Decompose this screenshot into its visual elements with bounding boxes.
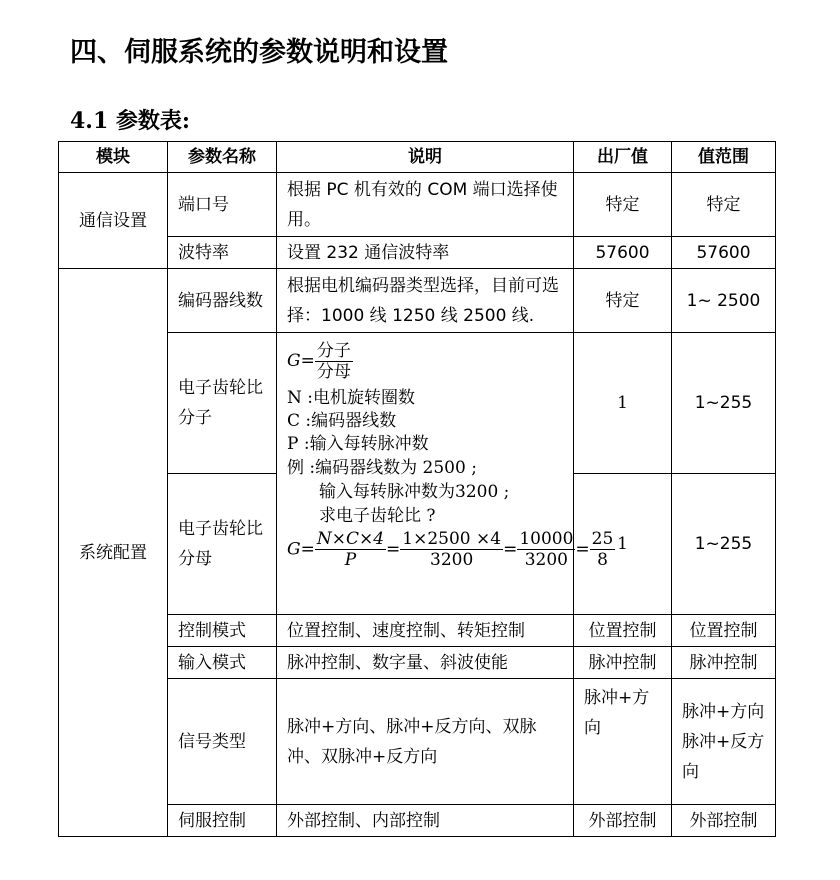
formula-example-2: 输入每转脉冲数为3200 ; (319, 482, 510, 502)
param-desc: 根据 PC 机有效的 COM 端口选择使用。 (277, 173, 574, 237)
param-name: 编码器线数 (168, 269, 277, 333)
param-range: 特定 (672, 173, 776, 237)
formula-example-1: 例 :编码器线数为 2500 ; (287, 458, 477, 478)
header-description: 说明 (277, 142, 574, 173)
g-numerator: 分子 (316, 341, 351, 361)
param-default: 57600 (574, 237, 672, 269)
param-name: 端口号 (168, 173, 277, 237)
header-module: 模块 (59, 142, 168, 173)
param-range: 1~255 (672, 333, 776, 474)
param-name: 波特率 (168, 237, 277, 269)
group-system: 系统配置 (59, 269, 168, 837)
formula-c-line: C :编码器线数 (287, 411, 397, 431)
formula-g-def: G= $\frac{\text{分子}}{\text{分母}}$ (287, 341, 351, 382)
formula-example-3: 求电子齿轮比 ? (319, 506, 436, 526)
table-row (59, 269, 776, 333)
group-comm: 通信设置 (59, 173, 168, 269)
param-desc: 设置 232 通信波特率 (277, 237, 574, 269)
param-range: 57600 (672, 237, 776, 269)
param-default: 外部控制 (574, 805, 672, 837)
param-range: 1~ 2500 (672, 269, 776, 333)
param-name: 信号类型 (168, 679, 277, 805)
param-desc: 位置控制、速度控制、转矩控制 (277, 615, 574, 647)
param-name: 伺服控制 (168, 805, 277, 837)
param-range: 脉冲+方向 脉冲+反方向 (672, 679, 776, 805)
table-header-row (59, 142, 776, 173)
param-desc: 外部控制、内部控制 (277, 805, 574, 837)
param-desc: 脉冲控制、数字量、斜波使能 (277, 647, 574, 679)
header-default: 出厂值 (574, 142, 672, 173)
param-name: 控制模式 (168, 615, 277, 647)
param-default: 特定 (574, 269, 672, 333)
param-desc: 脉冲+方向、脉冲+反方向、双脉冲、双脉冲+反方向 (277, 679, 574, 805)
param-range: 位置控制 (672, 615, 776, 647)
param-default: 1 (574, 474, 672, 615)
parameter-table (58, 141, 776, 837)
param-default: 特定 (574, 173, 672, 237)
param-desc: 根据电机编码器类型选择，目前可选择：1000 线 1250 线 2500 线. (277, 269, 574, 333)
param-name: 电子齿轮比分母 (168, 474, 277, 615)
header-param-name: 参数名称 (168, 142, 277, 173)
g-denominator: 分母 (316, 362, 351, 382)
param-name: 电子齿轮比分子 (168, 333, 277, 474)
param-default: 1 (574, 333, 672, 474)
formula-p-line: P :输入每转脉冲数 (287, 434, 429, 454)
formula-n-line: N :电机旋转圈数 (287, 388, 416, 408)
param-range: 脉冲控制 (672, 647, 776, 679)
param-default: 位置控制 (574, 615, 672, 647)
header-range: 值范围 (672, 142, 776, 173)
page-heading: 四、伺服系统的参数说明和设置 (70, 37, 448, 68)
param-range: 外部控制 (672, 805, 776, 837)
param-range: 1~255 (672, 474, 776, 615)
formula-calculation: G= $\frac{N\times C\times 4}{P}$ = $\frac{1\times 2500 \times 4}{3200}$ = $\frac{10000}{3200}$ = $\frac{25}{8}$ (287, 529, 614, 570)
param-default: 脉冲+方向 (574, 679, 672, 805)
param-name: 输入模式 (168, 647, 277, 679)
section-title: 4.1 参数表: (70, 108, 191, 134)
table-row (59, 173, 776, 237)
param-default: 脉冲控制 (574, 647, 672, 679)
gear-formula-cell (277, 333, 614, 615)
